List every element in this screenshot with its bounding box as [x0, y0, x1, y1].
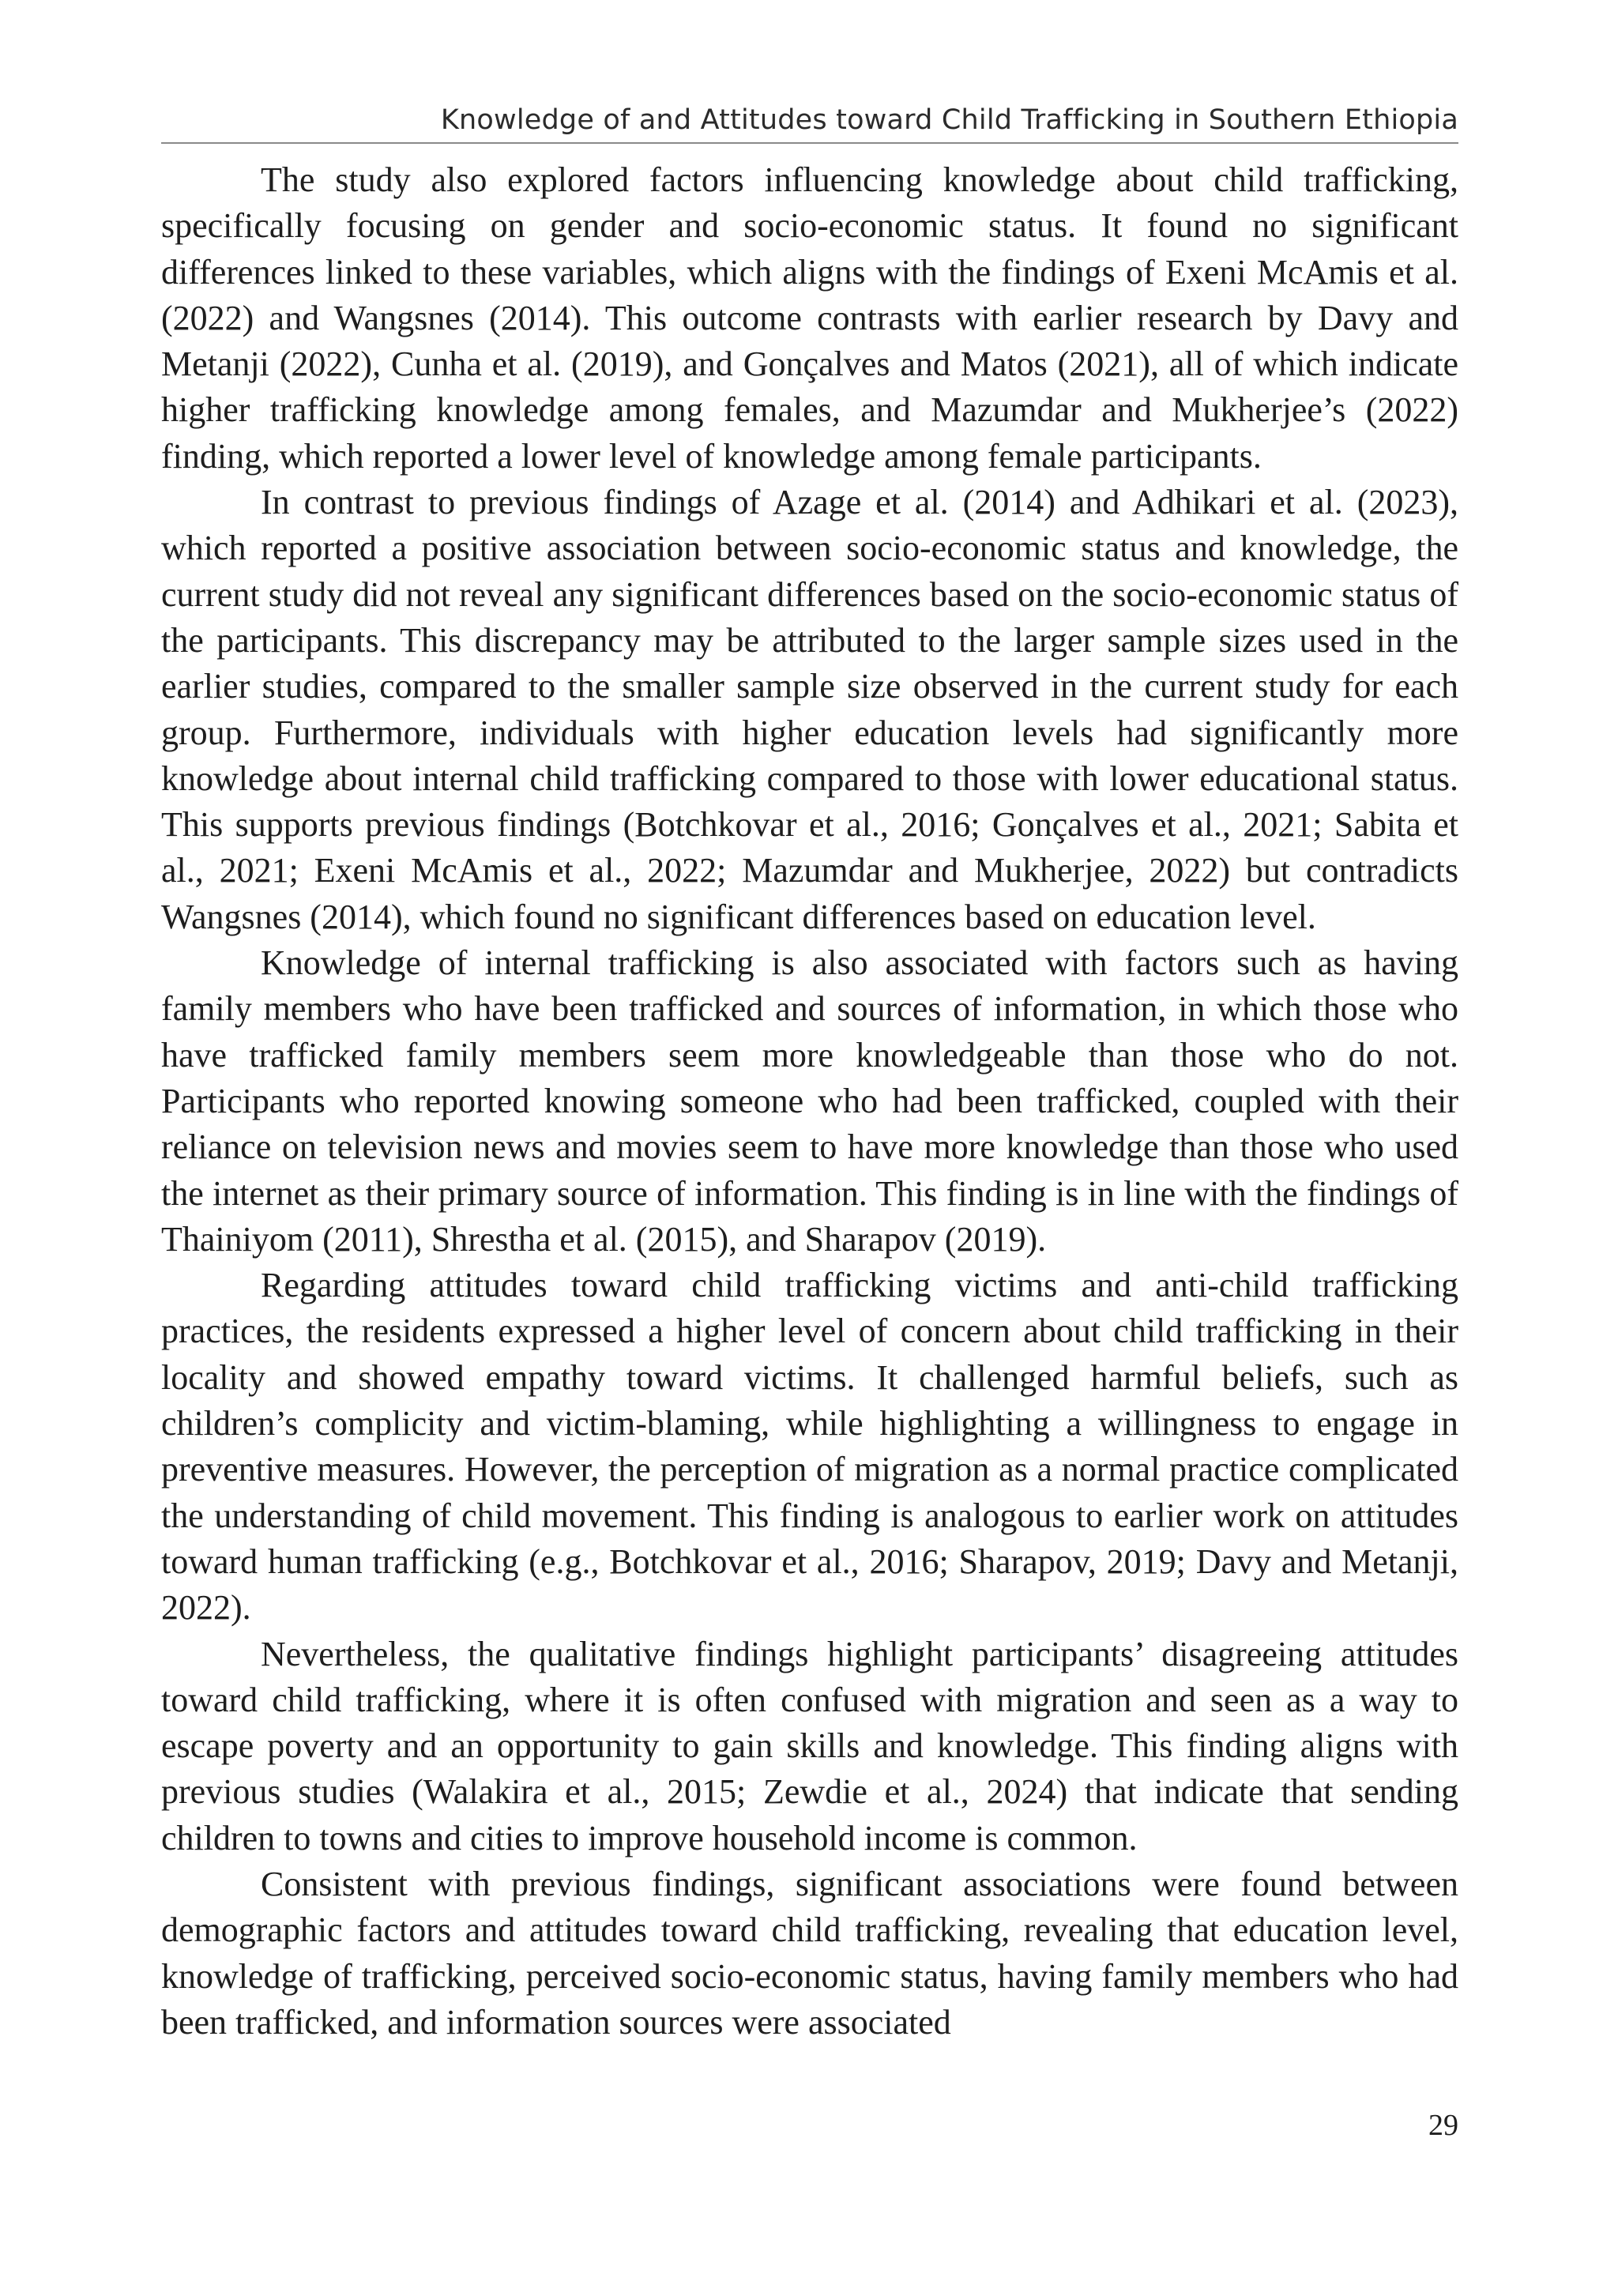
paragraph: The study also explored factors influencing knowledge about child trafficking, specifically focusing on gender and socio-economic status. It found no significant differences linked to these variables, which aligns with the findings of Exeni McAmis et al. (2022) and Wangsnes (2014). This outcome contrasts with earlier research by Davy and Metanji (2022), Cunha et al. (2019), and Gonçalves and Matos (2021), all of which indicate higher trafficking knowledge among females, and Mazumdar and Mukherjee’s (2022) finding, which reported a lower level of knowledge among female participants. [161, 160, 1458, 476]
paragraph: Consistent with previous findings, significant associations were found between demographic factors and attitudes toward child trafficking, revealing that education level, knowledge of trafficking, perceived socio-economic status, having family members who had been trafficked, and information sources were associated [161, 1864, 1458, 2042]
paragraph: Knowledge of internal trafficking is also associated with factors such as having family members who have been trafficked and sources of information, in which those who have trafficked family members seem more knowledgeable than those who do not. Participants who reported knowing someone who had been trafficked, coupled with their reliance on television news and movies seem to have more knowledge than those who used the internet as their primary source of information. This finding is in line with the findings of Thainiyom (2011), Shrestha et al. (2015), and Sharapov (2019). [161, 943, 1458, 1259]
paragraph: Nevertheless, the qualitative findings highlight participants’ disagreeing attitudes toward child trafficking, where it is often confused with migration and seen as a way to escape poverty and an opportunity to gain skills and knowledge. This finding aligns with previous studies (Walakira et al., 2015; Zewdie et al., 2024) that indicate that sending children to towns and cities to improve household income is common. [161, 1634, 1458, 1858]
body-text [161, 157, 1458, 2046]
paragraph: Regarding attitudes toward child trafficking victims and anti-child trafficking practices, the residents expressed a higher level of concern about child trafficking in their locality and showed empathy toward victims. It challenged harmful beliefs, such as children’s complicity and victim-blaming, while highlighting a willingness to engage in preventive measures. However, the perception of migration as a normal practice complicated the understanding of child movement. This finding is analogous to earlier work on attitudes toward human trafficking (e.g., Botchkovar et al., 2016; Sharapov, 2019; Davy and Metanji, 2022). [161, 1266, 1458, 1628]
paragraph: In contrast to previous findings of Azage et al. (2014) and Adhikari et al. (2023), which reported a positive association between socio-economic status and knowledge, the current study did not reveal any significant differences based on the socio-economic status of the participants. This discrepancy may be attributed to the larger sample sizes used in the earlier studies, compared to the smaller sample size observed in the current study for each group. Furthermore, individuals with higher education levels had significantly more knowledge about internal child trafficking compared to those with lower educational status. This supports previous findings (Botchkovar et al., 2016; Gonçalves et al., 2021; Sabita et al., 2021; Exeni McAmis et al., 2022; Mazumdar and Mukherjee, 2022) but contradicts Wangsnes (2014), which found no significant differences based on education level. [161, 483, 1458, 936]
page-number: 29 [1428, 2109, 1458, 2142]
running-title: Knowledge of and Attitudes toward Child Trafficking in Southern Ethiopia [440, 104, 1458, 136]
running-header [161, 101, 1458, 144]
